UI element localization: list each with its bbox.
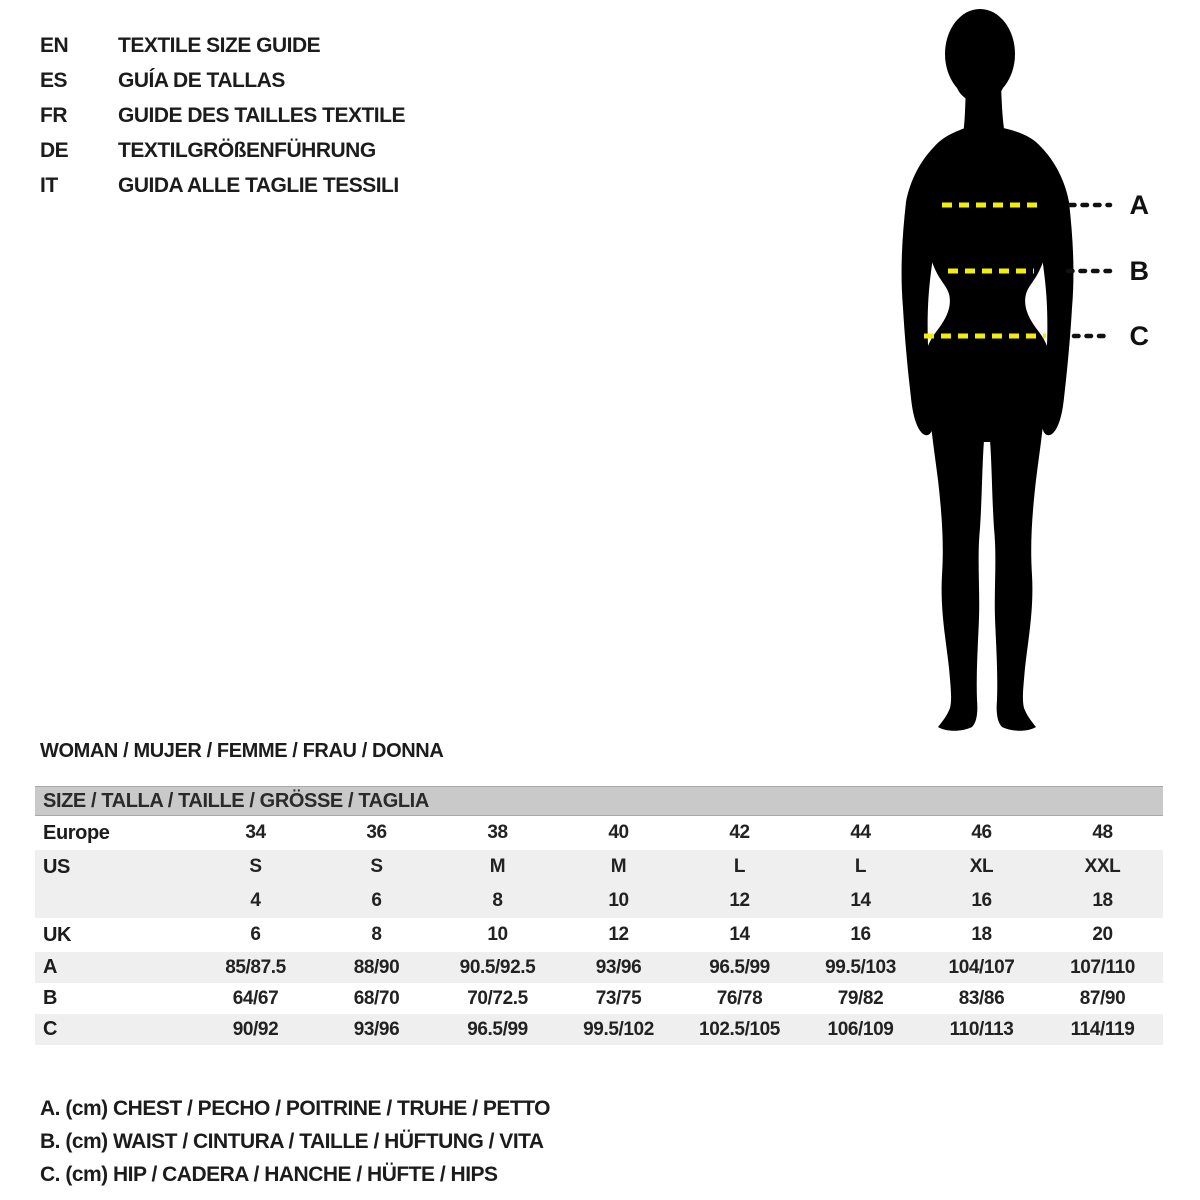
language-title: GUIDA ALLE TAGLIE TESSILI	[118, 173, 399, 197]
size-cell: 8	[371, 924, 382, 945]
size-cell: 14	[729, 924, 750, 945]
size-cell: 110/113	[949, 1018, 1014, 1040]
size-table	[35, 786, 1163, 1045]
size-cell: 16	[850, 924, 871, 945]
size-cell: M	[610, 856, 627, 877]
size-cell: 90.5/92.5	[459, 956, 536, 978]
size-cell: 64/67	[232, 987, 279, 1009]
language-title: TEXTILGRÖßENFÜHRUNG	[118, 138, 376, 162]
size-cell: 4	[250, 890, 261, 911]
size-cell: 14	[850, 890, 871, 911]
size-cell: XL	[969, 856, 994, 877]
size-cell: 114/119	[1070, 1018, 1135, 1040]
size-cell: 44	[850, 822, 871, 843]
size-cell: 93/96	[595, 956, 642, 978]
marker-label-a: A	[1129, 190, 1149, 220]
size-cell: 88/90	[353, 956, 400, 978]
language-code: FR	[40, 103, 67, 127]
size-cell: L	[733, 856, 746, 877]
size-cell: 96.5/99	[709, 956, 770, 978]
row-label: Europe	[43, 821, 110, 844]
language-row-es	[40, 63, 405, 98]
size-cell: 79/82	[837, 987, 884, 1009]
size-cell: 18	[1092, 890, 1113, 911]
size-cell: 48	[1092, 822, 1113, 843]
language-title: TEXTILE SIZE GUIDE	[118, 33, 321, 57]
language-title: GUIDE DES TAILLES TEXTILE	[118, 103, 405, 127]
language-row-en	[40, 28, 405, 63]
size-cell: 12	[608, 924, 629, 945]
size-cell: 99.5/102	[583, 1018, 654, 1040]
size-cell: 96.5/99	[467, 1018, 528, 1040]
row-label: C	[43, 1018, 58, 1040]
language-code: IT	[40, 173, 58, 197]
size-cell: 6	[250, 924, 261, 945]
language-code: ES	[40, 68, 68, 92]
language-list	[40, 28, 405, 203]
woman-silhouette-icon	[878, 0, 1122, 740]
size-cell: L	[854, 856, 867, 877]
language-title: GUÍA DE TALLAS	[118, 68, 285, 92]
table-row-hip	[35, 1014, 1163, 1045]
row-label: UK	[43, 923, 72, 946]
table-row-uk	[35, 918, 1163, 952]
marker-label-b: B	[1129, 256, 1149, 286]
language-row-de	[40, 133, 405, 168]
size-cell: 18	[971, 924, 992, 945]
size-cell: 107/110	[1070, 956, 1135, 978]
table-row-waist	[35, 983, 1163, 1014]
language-row-fr	[40, 98, 405, 133]
size-cell: 85/87.5	[225, 956, 286, 978]
size-cell: 34	[245, 822, 266, 843]
language-code: DE	[40, 138, 69, 162]
size-cell: 102.5/105	[699, 1018, 780, 1040]
size-cell: 46	[971, 822, 992, 843]
size-cell: 38	[487, 822, 508, 843]
size-cell: 70/72.5	[467, 987, 528, 1009]
size-cell: 106/109	[827, 1018, 894, 1040]
legend-waist: B. (cm) WAIST / CINTURA / TAILLE / HÜFTUNG / VITA	[40, 1129, 544, 1153]
language-code: EN	[40, 33, 69, 57]
row-label: A	[43, 956, 58, 978]
size-cell: 90/92	[232, 1018, 279, 1040]
size-cell: 10	[608, 890, 629, 911]
size-cell: 104/107	[948, 956, 1015, 978]
legend-chest: A. (cm) CHEST / PECHO / POITRINE / TRUHE / PETTO	[40, 1096, 551, 1120]
table-row-europe	[35, 816, 1163, 850]
legend-hip: C. (cm) HIP / CADERA / HANCHE / HÜFTE / HIPS	[40, 1162, 498, 1186]
size-cell: 73/75	[595, 987, 642, 1009]
size-cell: 6	[371, 890, 382, 911]
section-title: WOMAN / MUJER / FEMME / FRAU / DONNA	[40, 740, 444, 762]
size-cell: 76/78	[716, 987, 763, 1009]
size-cell: 16	[971, 890, 992, 911]
size-cell: 99.5/103	[825, 956, 896, 978]
size-cell: 10	[487, 924, 508, 945]
table-row-chest	[35, 952, 1163, 983]
size-cell: 36	[366, 822, 387, 843]
size-cell: 8	[492, 890, 503, 911]
row-label: B	[43, 987, 58, 1009]
size-cell: 12	[729, 890, 750, 911]
size-cell: 83/86	[958, 987, 1005, 1009]
measurement-legend	[40, 1092, 550, 1191]
size-cell: S	[370, 856, 383, 877]
row-label: US	[43, 855, 70, 878]
size-cell: M	[489, 856, 506, 877]
language-row-it	[40, 168, 405, 203]
table-row-us	[35, 850, 1163, 884]
size-cell: 42	[729, 822, 750, 843]
size-cell: 87/90	[1079, 987, 1126, 1009]
size-cell: S	[249, 856, 262, 877]
table-row-us-numeric	[35, 884, 1163, 918]
size-cell: 20	[1092, 924, 1113, 945]
size-cell: XXL	[1084, 856, 1121, 877]
table-header: SIZE / TALLA / TAILLE / GRÖSSE / TAGLIA	[35, 786, 1163, 816]
size-cell: 40	[608, 822, 629, 843]
measurement-figure	[878, 0, 1122, 740]
marker-label-c: C	[1129, 321, 1149, 351]
size-cell: 68/70	[353, 987, 400, 1009]
size-cell: 93/96	[353, 1018, 400, 1040]
